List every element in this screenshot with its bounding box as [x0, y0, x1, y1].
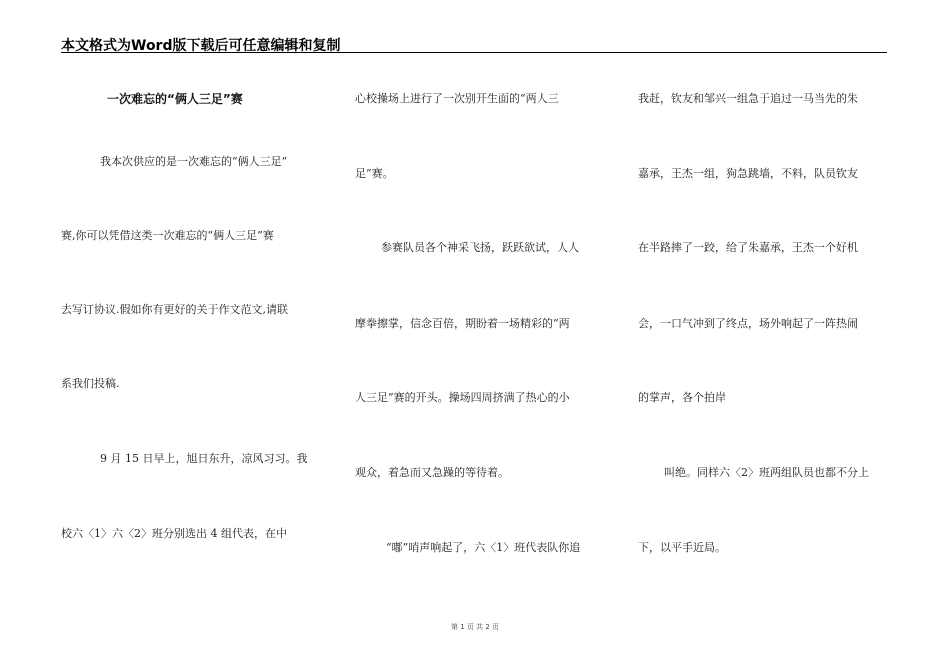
text-line: 心校操场上进行了一次别开生面的“两人三 [355, 92, 559, 105]
text-line: “嘟”哨声响起了，六〈1〉班代表队你追 [386, 541, 581, 554]
text-line: 在半路摔了一跤，给了朱嘉承，王杰一个好机 [638, 241, 858, 254]
text-line: 足”赛。 [355, 167, 394, 180]
text-line: 赛,你可以凭借这类一次难忘的“俩人三足”赛 [61, 229, 274, 242]
text-line: 摩拳擦掌，信念百倍，期盼着一场精彩的“两 [355, 317, 570, 330]
text-line: 我本次供应的是一次难忘的“俩人三足” [100, 155, 288, 168]
text-line: 下，以平手近局。 [638, 541, 726, 554]
text-line: 人三足”赛的开头。操场四周挤满了热心的小 [355, 391, 570, 404]
page-number-footer: 第 1 页 共 2 页 [450, 623, 500, 631]
text-line: 叫绝。同样六〈2〉班两组队员也都不分上 [664, 466, 869, 479]
text-line: 的掌声，各个拍岸 [638, 391, 726, 404]
text-line: 9 月 15 日早上，旭日东升，凉风习习。我 [100, 452, 308, 465]
page-header-title: 本文格式为Word版下载后可任意编辑和复制 [61, 38, 341, 54]
text-line: 我赶，钦友和邹兴一组急于追过一马当先的朱 [638, 92, 858, 105]
text-line: 校六〈1〉六〈2〉班分别选出 4 组代表，在中 [61, 527, 287, 540]
text-line: 嘉承，王杰一组，狗急跳墙，不料，队员钦友 [638, 167, 858, 180]
text-line: 参赛队员各个神采飞扬，跃跃欲试，人人 [381, 241, 579, 254]
text-line: 观众，着急而又急躁的等待着。 [355, 466, 509, 479]
article-title: 一次难忘的“俩人三足”赛 [107, 92, 243, 106]
text-line: 去写订协议.假如你有更好的关于作文范文,请联 [61, 303, 288, 316]
header-divider [61, 52, 887, 53]
text-line: 会，一口气冲到了终点，场外响起了一阵热闹 [638, 317, 858, 330]
text-line: 系我们投稿. [61, 377, 120, 390]
